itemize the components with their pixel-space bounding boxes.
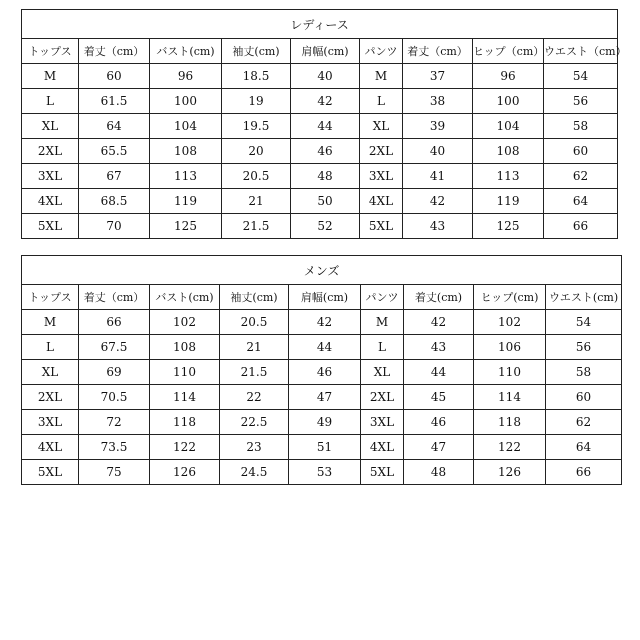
table-cell: 43 xyxy=(403,214,473,239)
ladies-size-table xyxy=(21,9,627,239)
mens-header-bust: バスト(cm) xyxy=(150,285,220,310)
table-cell: 39 xyxy=(403,114,473,139)
table-cell: 113 xyxy=(473,164,544,189)
table-cell: L xyxy=(360,89,403,114)
table-cell: 68.5 xyxy=(79,189,150,214)
table-cell: 42 xyxy=(404,310,474,335)
table-cell: 42 xyxy=(291,89,360,114)
table-cell: 44 xyxy=(289,335,361,360)
table-cell: 104 xyxy=(150,114,222,139)
table-cell: 52 xyxy=(291,214,360,239)
table-cell: L xyxy=(361,335,404,360)
table-cell: 65.5 xyxy=(79,139,150,164)
table-cell: 110 xyxy=(474,360,546,385)
table-cell: 19 xyxy=(222,89,291,114)
table-cell: 58 xyxy=(546,360,622,385)
table-cell: 44 xyxy=(291,114,360,139)
mens-header-hip: ヒップ(cm) xyxy=(474,285,546,310)
table-cell: 122 xyxy=(474,435,546,460)
table-cell: 61.5 xyxy=(79,89,150,114)
table-cell: 4XL xyxy=(22,435,79,460)
table-cell: 100 xyxy=(473,89,544,114)
table-cell: 60 xyxy=(544,139,618,164)
table-cell: 125 xyxy=(150,214,222,239)
mens-header-tops: トップス xyxy=(22,285,79,310)
table-cell: 18.5 xyxy=(222,64,291,89)
table-cell: 40 xyxy=(291,64,360,89)
table-cell: 2XL xyxy=(361,385,404,410)
table-cell: 2XL xyxy=(360,139,403,164)
table-cell: 108 xyxy=(150,335,220,360)
table-cell: 67.5 xyxy=(79,335,150,360)
table-cell: 5XL xyxy=(360,214,403,239)
ladies-header-tops: トップス xyxy=(22,39,79,64)
table-cell: 58 xyxy=(544,114,618,139)
table-cell: 3XL xyxy=(22,410,79,435)
table-cell: XL xyxy=(360,114,403,139)
table-cell: 62 xyxy=(546,410,622,435)
table-cell: 21.5 xyxy=(220,360,289,385)
table-cell: 47 xyxy=(404,435,474,460)
table-cell: 66 xyxy=(79,310,150,335)
ladies-header-tops-length: 着丈（cm） xyxy=(79,39,150,64)
table-cell: 41 xyxy=(403,164,473,189)
table-cell: 66 xyxy=(544,214,618,239)
table-cell: 126 xyxy=(150,460,220,485)
table-cell: 108 xyxy=(473,139,544,164)
table-cell: M xyxy=(361,310,404,335)
table-cell: XL xyxy=(22,360,79,385)
table-cell: 20.5 xyxy=(222,164,291,189)
table-cell: 64 xyxy=(544,189,618,214)
table-cell: 5XL xyxy=(22,460,79,485)
table-cell: 21 xyxy=(220,335,289,360)
table-row xyxy=(22,310,622,335)
table-cell: 67 xyxy=(79,164,150,189)
table-cell: M xyxy=(22,310,79,335)
table-cell: 125 xyxy=(473,214,544,239)
table-cell: 62 xyxy=(544,164,618,189)
table-cell: 122 xyxy=(150,435,220,460)
table-cell: 50 xyxy=(291,189,360,214)
table-cell: 21 xyxy=(222,189,291,214)
table-cell: L xyxy=(22,89,79,114)
table-row xyxy=(22,435,622,460)
table-cell: 5XL xyxy=(22,214,79,239)
table-cell: 20.5 xyxy=(220,310,289,335)
table-cell: 42 xyxy=(289,310,361,335)
table-cell: 2XL xyxy=(22,139,79,164)
table-cell: 48 xyxy=(291,164,360,189)
ladies-header-pants: パンツ xyxy=(360,39,403,64)
table-cell: 23 xyxy=(220,435,289,460)
mens-header-pants-length: 着丈(cm) xyxy=(404,285,474,310)
table-cell: 75 xyxy=(79,460,150,485)
table-cell: 108 xyxy=(150,139,222,164)
table-row xyxy=(22,189,618,214)
mens-table-body xyxy=(22,310,622,485)
table-row xyxy=(22,410,622,435)
mens-table-title: メンズ xyxy=(22,256,622,285)
table-cell: 37 xyxy=(403,64,473,89)
table-cell: M xyxy=(22,64,79,89)
table-cell: 113 xyxy=(150,164,222,189)
table-cell: 118 xyxy=(150,410,220,435)
ladies-header-shoulder: 肩幅(cm) xyxy=(291,39,360,64)
table-cell: 119 xyxy=(150,189,222,214)
mens-header-shoulder: 肩幅(cm) xyxy=(289,285,361,310)
table-cell: 46 xyxy=(291,139,360,164)
ladies-header-bust: バスト(cm) xyxy=(150,39,222,64)
table-cell: 2XL xyxy=(22,385,79,410)
table-cell: 4XL xyxy=(361,435,404,460)
table-cell: 114 xyxy=(474,385,546,410)
table-cell: 100 xyxy=(150,89,222,114)
table-cell: 114 xyxy=(150,385,220,410)
table-cell: 66 xyxy=(546,460,622,485)
table-cell: 96 xyxy=(150,64,222,89)
table-cell: 126 xyxy=(474,460,546,485)
table-cell: 106 xyxy=(474,335,546,360)
table-cell: 4XL xyxy=(22,189,79,214)
table-row xyxy=(22,164,618,189)
table-cell: 60 xyxy=(546,385,622,410)
table-row xyxy=(22,214,618,239)
mens-size-table xyxy=(21,255,622,485)
table-cell: 102 xyxy=(474,310,546,335)
table-cell: 46 xyxy=(404,410,474,435)
table-cell: 72 xyxy=(79,410,150,435)
table-row xyxy=(22,114,618,139)
table-cell: 64 xyxy=(79,114,150,139)
ladies-header-sleeve: 袖丈(cm) xyxy=(222,39,291,64)
ladies-table-title: レディース xyxy=(22,10,618,39)
table-cell: 54 xyxy=(546,310,622,335)
table-cell: 60 xyxy=(79,64,150,89)
table-cell: 64 xyxy=(546,435,622,460)
table-cell: 119 xyxy=(473,189,544,214)
mens-header-tops-length: 着丈（cm） xyxy=(79,285,150,310)
table-cell: 24.5 xyxy=(220,460,289,485)
table-cell: 3XL xyxy=(360,164,403,189)
table-row xyxy=(22,360,622,385)
table-row xyxy=(22,139,618,164)
table-cell: 38 xyxy=(403,89,473,114)
table-row xyxy=(22,385,622,410)
table-cell: 5XL xyxy=(361,460,404,485)
table-cell: 20 xyxy=(222,139,291,164)
table-cell: 56 xyxy=(544,89,618,114)
table-cell: 56 xyxy=(546,335,622,360)
table-row xyxy=(22,89,618,114)
table-cell: 70.5 xyxy=(79,385,150,410)
table-row xyxy=(22,64,618,89)
table-cell: 22.5 xyxy=(220,410,289,435)
table-cell: 73.5 xyxy=(79,435,150,460)
table-cell: L xyxy=(22,335,79,360)
ladies-header-pants-length: 着丈（cm） xyxy=(403,39,473,64)
table-cell: 3XL xyxy=(361,410,404,435)
table-cell: 46 xyxy=(289,360,361,385)
mens-header-sleeve: 袖丈(cm) xyxy=(220,285,289,310)
table-cell: 43 xyxy=(404,335,474,360)
table-cell: 51 xyxy=(289,435,361,460)
ladies-table-body xyxy=(22,64,618,239)
table-cell: 102 xyxy=(150,310,220,335)
table-cell: 47 xyxy=(289,385,361,410)
mens-header-pants: パンツ xyxy=(361,285,404,310)
ladies-header-hip: ヒップ（cm） xyxy=(473,39,544,64)
mens-header-waist: ウエスト(cm) xyxy=(546,285,622,310)
table-cell: 104 xyxy=(473,114,544,139)
table-cell: XL xyxy=(361,360,404,385)
table-cell: 49 xyxy=(289,410,361,435)
table-cell: 42 xyxy=(403,189,473,214)
table-cell: 3XL xyxy=(22,164,79,189)
table-cell: 22 xyxy=(220,385,289,410)
table-cell: 53 xyxy=(289,460,361,485)
table-cell: XL xyxy=(22,114,79,139)
table-cell: 19.5 xyxy=(222,114,291,139)
table-cell: 4XL xyxy=(360,189,403,214)
table-cell: 21.5 xyxy=(222,214,291,239)
table-cell: 40 xyxy=(403,139,473,164)
table-cell: 45 xyxy=(404,385,474,410)
table-cell: 69 xyxy=(79,360,150,385)
table-row xyxy=(22,460,622,485)
table-cell: 96 xyxy=(473,64,544,89)
table-cell: 48 xyxy=(404,460,474,485)
table-cell: 54 xyxy=(544,64,618,89)
table-cell: 118 xyxy=(474,410,546,435)
table-cell: 44 xyxy=(404,360,474,385)
table-cell: M xyxy=(360,64,403,89)
ladies-header-waist: ウエスト（cm） xyxy=(544,39,618,64)
table-cell: 70 xyxy=(79,214,150,239)
table-cell: 110 xyxy=(150,360,220,385)
table-row xyxy=(22,335,622,360)
